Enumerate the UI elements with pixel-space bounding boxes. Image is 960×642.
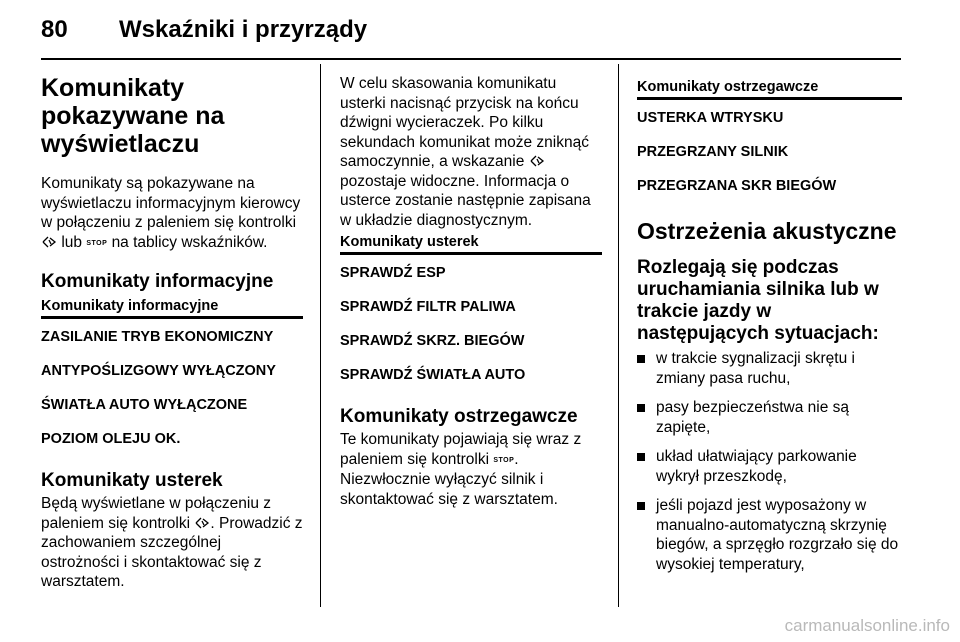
warn-paragraph: Te komunikaty pojawiają się wraz z paleniem się kontrolki STOP. Niezwłocznie wyłączyć silnik i skontaktować się z warsztatem. bbox=[340, 431, 582, 508]
page-header bbox=[41, 12, 901, 52]
bullet-icon bbox=[637, 453, 645, 461]
column-divider-2 bbox=[618, 64, 619, 607]
warn-message-3: PRZEGRZANA SKR BIEGÓW bbox=[637, 178, 837, 194]
bullet-icon bbox=[637, 404, 645, 412]
acoustic-list bbox=[637, 349, 902, 574]
info-heading: Komunikaty informacyjne bbox=[41, 271, 274, 292]
fault-heading: Komunikaty usterek bbox=[41, 470, 223, 491]
page-title: Wskaźniki i przyrządy bbox=[119, 16, 368, 43]
fault-paragraph: Będą wyświetlane w połączeniu z paleniem się kontrolki . Prowadzić z zachowaniem szczególnej ostrożności i skontaktować się z warsztatem. bbox=[41, 495, 303, 590]
warn-message-1: USTERKA WTRYSKU bbox=[637, 110, 784, 126]
wrench-warning-icon bbox=[194, 516, 210, 530]
main-heading: Komunikaty pokazywane na wyświetlaczu bbox=[41, 74, 225, 158]
info-message-4: POZIOM OLEJU OK. bbox=[41, 431, 181, 447]
info-message-3: ŚWIATŁA AUTO WYŁĄCZONE bbox=[41, 397, 248, 413]
stop-icon: STOP bbox=[86, 239, 108, 247]
column-1 bbox=[41, 64, 303, 592]
warn-subheading: Komunikaty ostrzegawcze bbox=[637, 78, 902, 100]
info-message-1: ZASILANIE TRYB EKONOMICZNY bbox=[41, 329, 274, 345]
fault-message-1: SPRAWDŹ ESP bbox=[340, 265, 446, 281]
stop-icon: STOP bbox=[493, 456, 515, 464]
bullet-icon bbox=[637, 502, 645, 510]
reset-paragraph: W celu skasowania komunikatu usterki nacisnąć przycisk na końcu dźwigni wycieraczek. Po kilku sekundach komunikat może zniknąć samoczynnie, a wskazanie pozostaje widoczne. Informacja o usterce zostanie następnie zapisana w układzie diagnostycznym. bbox=[340, 75, 591, 229]
page-number: 80 bbox=[41, 16, 68, 43]
bullet-icon bbox=[637, 355, 645, 363]
header-divider bbox=[41, 58, 901, 60]
fault-message-2: SPRAWDŹ FILTR PALIWA bbox=[340, 299, 516, 315]
intro-paragraph: Komunikaty są pokazywane na wyświetlaczu informacyjnym kierowcy w połączeniu z paleniem się kontrolki lub STOP na tablicy wskaźników. bbox=[41, 175, 301, 251]
wrench-warning-icon bbox=[529, 154, 545, 168]
acoustic-heading: Ostrzeżenia akustyczne bbox=[637, 218, 897, 244]
wrench-warning-icon bbox=[41, 235, 57, 249]
column-3 bbox=[637, 64, 902, 584]
list-item: układ ułatwiający parkowanie wykrył przeszkodę, bbox=[637, 447, 902, 486]
info-subheading: Komunikaty informacyjne bbox=[41, 297, 303, 319]
acoustic-subheading: Rozlegają się podczas uruchamiania silnika lub w trakcie jazdy w następujących sytuacjach: bbox=[637, 257, 879, 344]
fault-message-3: SPRAWDŹ SKRZ. BIEGÓW bbox=[340, 333, 525, 349]
list-item: pasy bezpieczeństwa nie są zapięte, bbox=[637, 398, 902, 437]
fault-subheading: Komunikaty usterek bbox=[340, 233, 602, 255]
warn-message-2: PRZEGRZANY SILNIK bbox=[637, 144, 789, 160]
column-divider-1 bbox=[320, 64, 321, 607]
list-item: jeśli pojazd jest wyposażony w manualno-automatyczną skrzynię biegów, a sprzęgło rozgrzało się do wysokiej temperatury, bbox=[637, 496, 902, 574]
list-item: w trakcie sygnalizacji skrętu i zmiany pasa ruchu, bbox=[637, 349, 902, 388]
column-2 bbox=[340, 64, 602, 509]
info-message-2: ANTYPOŚLIZGOWY WYŁĄCZONY bbox=[41, 363, 276, 379]
watermark: carmanualsonline.info bbox=[784, 616, 950, 635]
warn-heading: Komunikaty ostrzegawcze bbox=[340, 406, 578, 427]
fault-message-4: SPRAWDŹ ŚWIATŁA AUTO bbox=[340, 367, 526, 383]
